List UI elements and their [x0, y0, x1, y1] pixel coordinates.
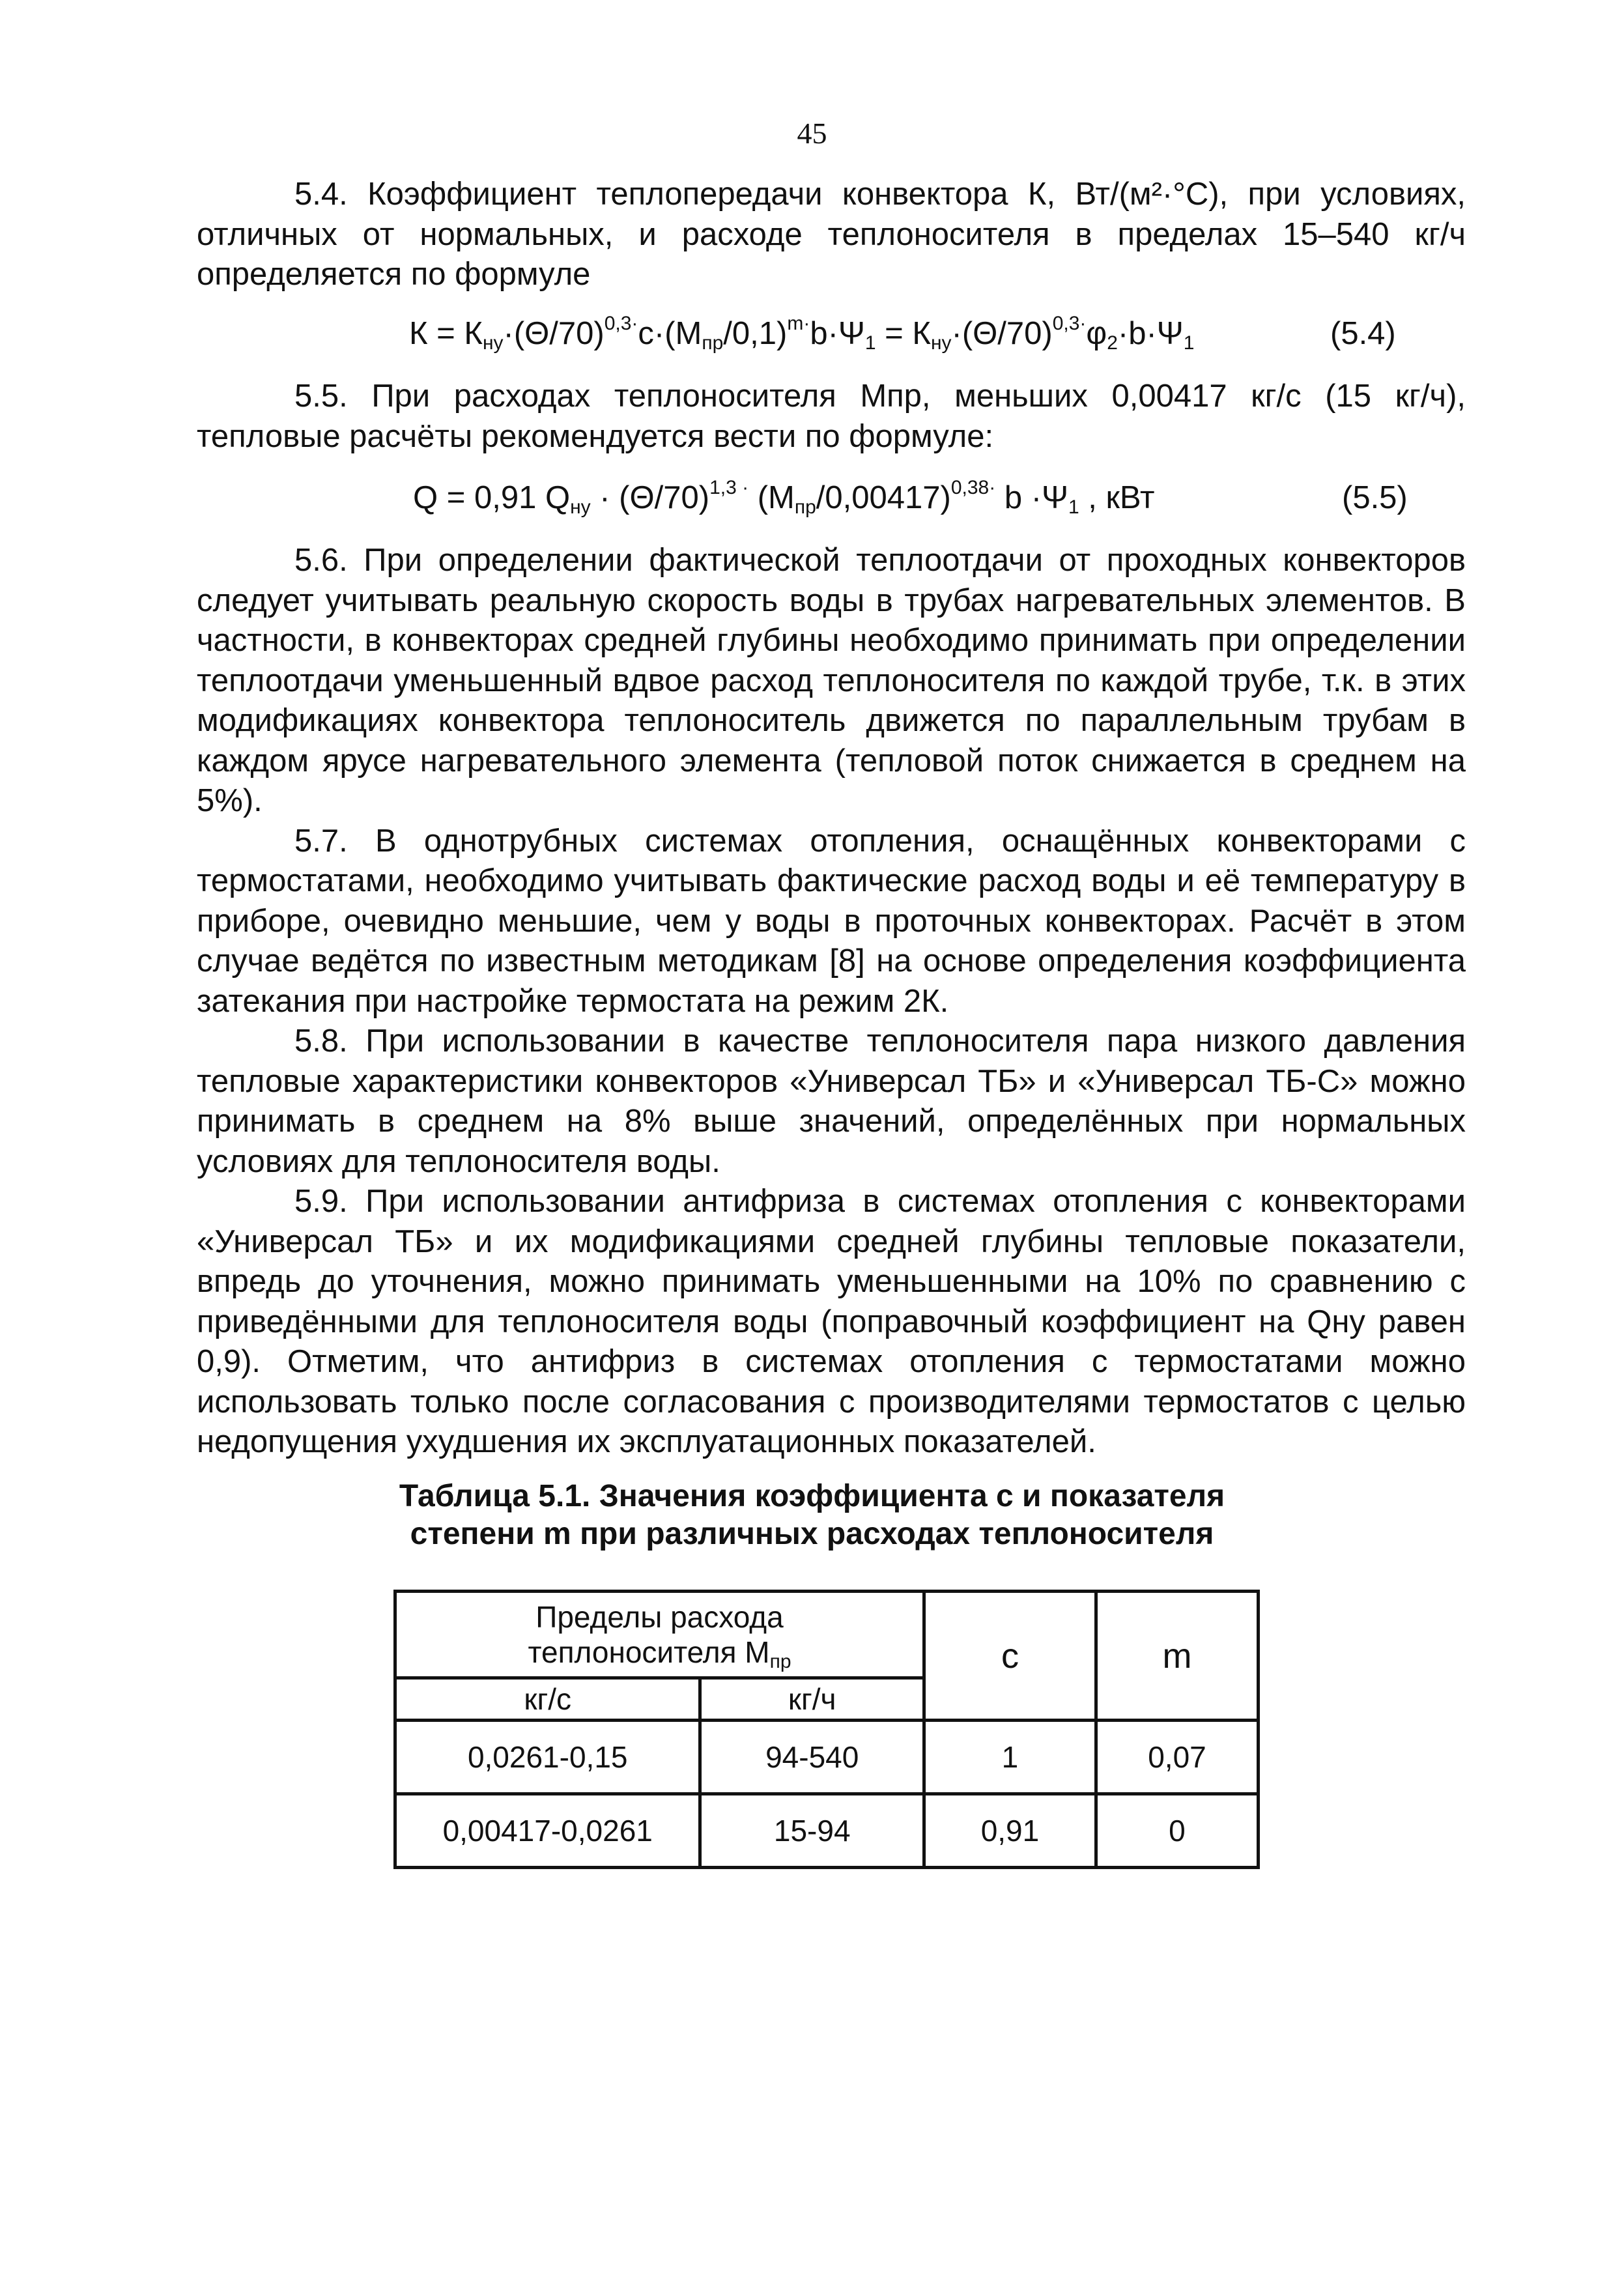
formula-5-4-m-sub: пр: [702, 332, 724, 354]
formula-5-4-psi-sub: 1: [864, 332, 876, 354]
formula-5-4-psi2-sub: 1: [1183, 332, 1195, 354]
paragraph-5-5: 5.5. При расходах теплоносителя Мпр, меньших 0,00417 кг/с (15 кг/ч), тепловые расчёты рекомендуется вести по формуле:: [197, 379, 1466, 454]
formula-5-4-exp-m: m·: [787, 313, 810, 334]
formula-5-4-k2-sub: ну: [930, 332, 952, 354]
header-flow-range-text: теплоносителя М: [528, 1635, 770, 1669]
header-m: m: [1096, 1592, 1258, 1721]
formula-5-4-theta: ·(Θ/70): [503, 316, 605, 351]
formula-5-4-k: К = К: [409, 316, 483, 351]
paragraphs-5-6-to-5-9: [197, 541, 1466, 1463]
cell-c: 0,91: [924, 1794, 1096, 1868]
page-number: 45: [797, 117, 827, 150]
coefficient-table: [393, 1590, 1260, 1869]
cell-m: 0,07: [1096, 1721, 1258, 1794]
paragraph-5-9: 5.9. При использовании антифриза в системах отопления с конвекторами «Универсал ТБ» и их модификациями средней глубины тепловые показатели, впредь до уточнения, можно принимать уменьшенными на 10% по сравнению с приведёнными для теплоносителя воды (поправочный коэффициент на Qну равен 0,9). Отметим, что антифриз в системах отопления с термостатами можно использовать только после согласования с производителями термостатов с целью недопущения ухудшения их эксплуатационных показателей.: [197, 1184, 1466, 1459]
formula-5-5-exp1: 1,3 ·: [709, 477, 749, 498]
formula-5-5-number: (5.5): [1342, 480, 1408, 515]
table-row: [395, 1721, 1259, 1794]
header-flow-range-line-2: [397, 1635, 922, 1670]
table-caption-line-1: Таблица 5.1. Значения коэффициента с и показателя: [399, 1479, 1225, 1513]
formula-5-5-q-sub: ну: [570, 496, 591, 518]
paragraph-5-4-block: [197, 175, 1466, 295]
paragraph-5-8: 5.8. При использовании в качестве теплоносителя пара низкого давления тепловые характеристики конвекторов «Универсал ТБ» и «Универсал ТБ-С» можно принимать в среднем на 8% выше значений, определённых при нормальных условиях для теплоносителя воды.: [197, 1023, 1466, 1179]
formula-5-5-m-open: (М: [748, 480, 795, 515]
paragraph-5-7: 5.7. В однотрубных системах отопления, оснащённых конвекторами с термостатами, необходимо учитывать фактические расход воды и её температуру в приборе, очевидно меньшие, чем у воды в проточных конвекторах. Расчёт в этом случае ведётся по известным методикам [8] на основе определения коэффициента затекания при настройке термостата на режим 2К.: [197, 823, 1466, 1019]
header-c: с: [924, 1592, 1096, 1721]
formula-5-5-unit: , кВт: [1079, 480, 1155, 515]
cell-m: 0: [1096, 1794, 1258, 1868]
formula-5-5-q: Q = 0,91 Q: [413, 480, 571, 515]
formula-5-5-ratio: /0,00417): [816, 480, 951, 515]
formula-5-4-ratio: /0,1): [723, 316, 788, 351]
formula-5-4-phi-sub: 2: [1107, 332, 1118, 354]
formula-5-5-m-sub: пр: [794, 496, 816, 518]
paragraph-5-5-block: [197, 377, 1466, 457]
header-kg-s: кг/с: [395, 1678, 700, 1721]
header-flow-range: [395, 1592, 924, 1678]
paragraph-5-4: 5.4. Коэффициент теплопередачи конвектора К, Вт/(м²·°С), при условиях, отличных от нормальных, и расходе теплоносителя в пределах 15–540 кг/ч определяется по формуле: [197, 177, 1466, 292]
formula-5-4-c: с·(М: [638, 316, 702, 351]
header-kg-h: кг/ч: [700, 1678, 924, 1721]
cell-kg-s: 0,00417-0,0261: [395, 1794, 700, 1868]
cell-kg-s: 0,0261-0,15: [395, 1721, 700, 1794]
formula-5-4-b-psi: b·Ψ: [810, 316, 865, 351]
formula-5-5: [413, 479, 1154, 516]
formula-5-4-k-sub: ну: [482, 332, 504, 354]
formula-5-4-exp2: 0,3·: [1052, 313, 1087, 334]
formula-5-5-theta: · (Θ/70): [590, 480, 710, 515]
table-row: [395, 1794, 1259, 1868]
table-caption-line-2: степени m при различных расходах теплоносителя: [410, 1517, 1214, 1551]
formula-5-4-phi: φ: [1086, 316, 1107, 351]
formula-5-5-psi-sub: 1: [1068, 496, 1079, 518]
formula-5-4-exp1: 0,3·: [604, 313, 638, 334]
cell-kg-h: 94-540: [700, 1721, 924, 1794]
formula-5-4-eq2: = К: [876, 316, 931, 351]
header-flow-range-sub: пр: [769, 1651, 791, 1672]
formula-5-4-number: (5.4): [1330, 316, 1396, 351]
table-header-row: [395, 1592, 1259, 1678]
cell-kg-h: 15-94: [700, 1794, 924, 1868]
formula-5-4: [409, 315, 1194, 352]
formula-5-5-exp2: 0,38·: [950, 477, 996, 498]
header-flow-range-line-1: Пределы расхода: [535, 1600, 784, 1634]
formula-5-5-b-psi: b ·Ψ: [995, 480, 1068, 515]
formula-5-4-theta2: ·(Θ/70): [951, 316, 1053, 351]
cell-c: 1: [924, 1721, 1096, 1794]
table-caption: [0, 1478, 1624, 1553]
paragraph-5-6: 5.6. При определении фактической теплоотдачи от проходных конвекторов следует учитывать реальную скорость воды в трубах нагревательных элементов. В частности, в конвекторах средней глубины необходимо принимать при определении теплоотдачи уменьшенный вдвое расход теплоносителя по каждой трубе, т.к. в этих модификациях конвектора теплоноситель движется по параллельным трубам в каждом ярусе нагревательного элемента (тепловой поток снижается в среднем на 5%).: [197, 543, 1466, 818]
formula-5-4-b-psi2: ·b·Ψ: [1117, 316, 1184, 351]
